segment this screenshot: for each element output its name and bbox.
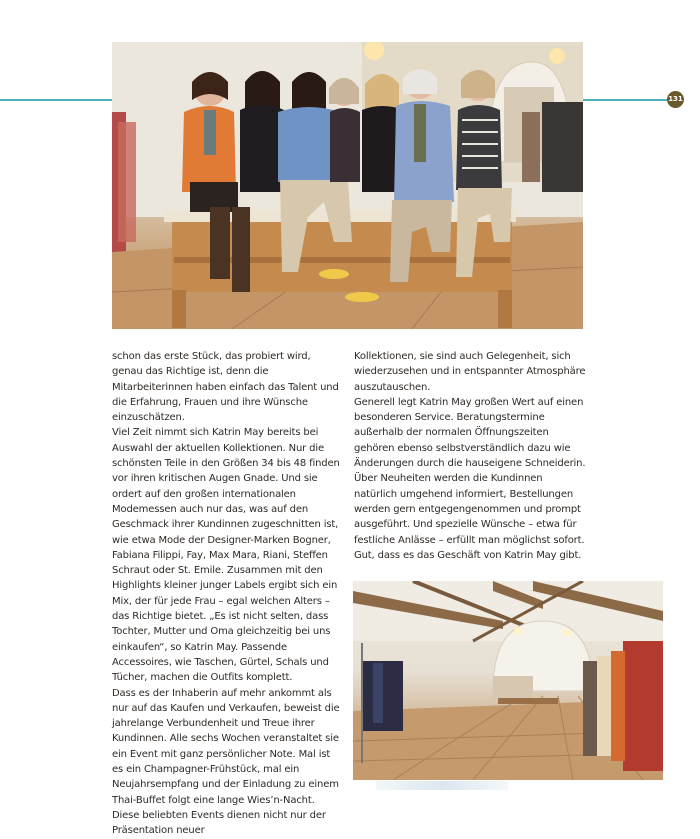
bottom-strip bbox=[376, 781, 508, 790]
article-paragraph: Kollektionen, sie sind auch Gelegenheit, sich wiederzusehen und in entspannter Atmosphäre auszutauschen. bbox=[354, 351, 586, 393]
boutique-interior-photo bbox=[353, 581, 663, 780]
group-photo bbox=[112, 42, 583, 329]
article-column-right bbox=[354, 349, 586, 563]
group-photo-illustration bbox=[112, 42, 583, 329]
header-rule-right bbox=[583, 99, 672, 101]
article-paragraph: schon das erste Stück, das probiert wird, genau das Richtige ist, denn die Mitarbeiterinnen haben einfach das Talent und die Erfahrung, Frauen und ihre Wünsche einzuschätzen. bbox=[112, 351, 339, 424]
header-rule-left bbox=[0, 99, 112, 101]
boutique-interior-illustration bbox=[353, 581, 663, 780]
article-paragraph: Generell legt Katrin May großen Wert auf einen besonderen Service. Beratungstermine außerhalb der normalen Öffnungszeiten gehören ebenso selbstverständlich dazu wie Änderungen durch die hauseigene Schneiderin. Über Neuheiten werden die Kundinnen natürlich umgehend informiert, Bestellungen werden gern entgegengenommen und prompt ausgeführt. Und spezielle Wünsche – etwa für festliche Anlässe – erfüllt man möglichst sofort. Gut, dass es das Geschäft von Katrin May gibt. bbox=[354, 396, 586, 561]
article-paragraph: Viel Zeit nimmt sich Katrin May bereits bei Auswahl der aktuellen Kollektionen. Nur die schönsten Teile in den Größen 34 bis 48 finden vor ihren kritischen Augen Gnade. Und sie ordert auf den großen internationalen Modemessen auch nur das, was auf den Geschmack ihrer Kundinnen zugeschnitten ist, wie etwa Mode der Designer-Marken Bogner, Fabiana Filippi, Fay, Max Mara, Riani, Steffen Schraut oder St. Emile. Zusammen mit den Highlights kleiner junger Labels ergibt sich ein Mix, der für jede Frau – egal welchen Alters – das Richtige bietet. „Es ist nicht selten, dass Tochter, Mutter und Oma gleichzeitig bei uns einkaufen“, so Katrin May. Passende Accessoires, wie Taschen, Gürtel, Schals und Tücher, machen die Outfits komplett. bbox=[112, 427, 340, 684]
page-number-badge: 131 bbox=[667, 91, 684, 108]
article-paragraph: Dass es der Inhaberin auf mehr ankommt als nur auf das Kaufen und Verkaufen, beweist die jahrelange Verbundenheit und Treue ihrer Kundinnen. Alle sechs Wochen veranstaltet sie ein Event mit ganz persönlicher Note. Mal ist es ein Champagner-Frühstück, mal ein Neujahrsempfang und der Einladung zu einem Thai-Buffet folgt eine lange Wies’n-Nacht. Diese beliebten Events dienen nicht nur der Präsentation neuer bbox=[112, 687, 340, 837]
article-column-left bbox=[112, 349, 344, 839]
